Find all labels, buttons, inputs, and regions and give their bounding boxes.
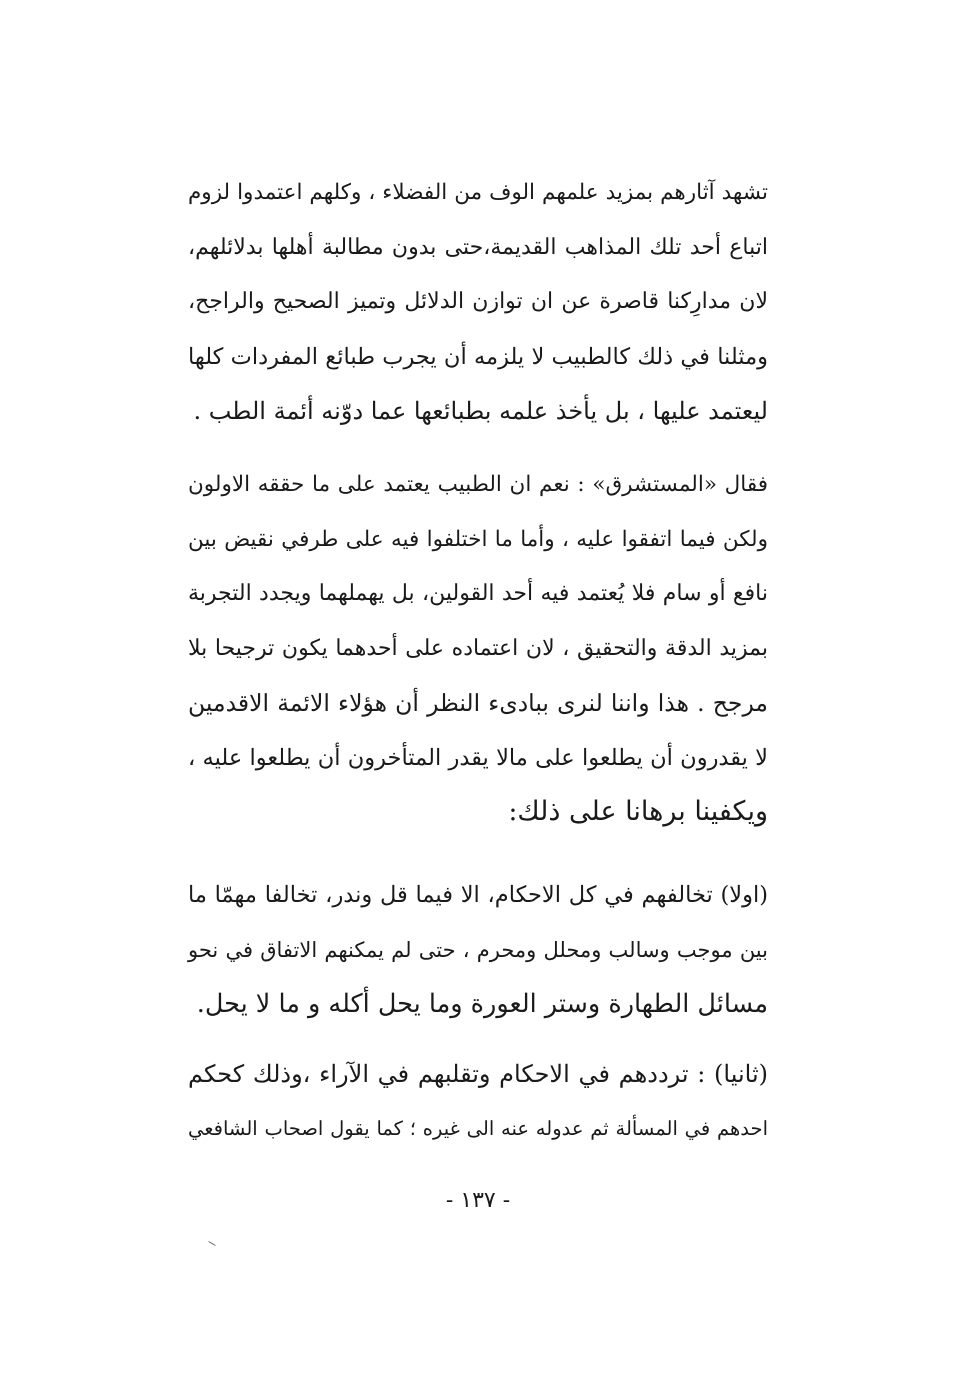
text-line: لا يقدرون أن يطلعوا على مالا يقدر المتأخرون أن يطلعوا عليه ، (188, 744, 768, 771)
text-line: ولكن فيما اتفقوا عليه ، وأما ما اختلفوا فيه على طرفي نقيض بين (188, 526, 768, 552)
text-line: (ثانيا) : ترددهم في الاحكام وتقلبهم في الآراء ،وذلك كحكم (188, 1060, 768, 1088)
text-line: ليعتمد عليها ، بل يأخذ علمه بطبائعها عما دوّنه أئمة الطب . (193, 397, 768, 425)
paragraph-1 (188, 166, 768, 439)
text-line: (اولا) تخالفهم في كل الاحكام، الا فيما قل وندر، تخالفا مهمّا ما (188, 882, 768, 908)
text-line: نافع أو سام فلا يُعتمد فيه أحد القولين، بل يهملهما ويجدد التجربة (188, 581, 768, 606)
text-line: بمزيد الدقة والتحقيق ، لان اعتماده على أحدهما يكون ترجيحا بلا (188, 635, 768, 661)
paragraph-4 (188, 1047, 768, 1156)
text-line: لان مدارِكنا قاصرة عن ان توازن الدلائل وتميز الصحيح والراجح، (188, 289, 768, 314)
text-line: ومثلنا في ذلك كالطبيب لا يلزمه أن يجرب طبائع المفردات كلها (188, 343, 768, 370)
text-line: مرجح . هذا واننا لنرى ببادىء النظر أن هؤلاء الائمة الاقدمين (188, 689, 768, 717)
scan-speck (208, 1241, 215, 1246)
text-line: تشهد آثارهم بمزيد علمهم الوف من الفضلاء ، وكلهم اعتمدوا لزوم (188, 180, 768, 205)
paragraph-3 (188, 868, 768, 1032)
text-line: فقال «المستشرق» : نعم ان الطبيب يعتمد على ما حققه الاولون (188, 472, 768, 497)
paragraph-2 (188, 458, 768, 840)
text-line: اتباع أحد تلك المذاهب القديمة،حتى بدون مطالبة أهلها بدلائلهم، (188, 234, 768, 260)
text-line: ويكفينا برهانا على ذلك: (508, 796, 768, 827)
page-number: - ١٣٧ - (445, 1188, 511, 1213)
text-line: مسائل الطهارة وستر العورة وما يحل أكله و ما لا يحل. (196, 989, 768, 1019)
text-line: احدهم في المسألة ثم عدوله عنه الى غيره ؛ كما يقول اصحاب الشافعي (188, 1116, 768, 1140)
text-line: بين موجب وسالب ومحلل ومحرم ، حتى لم يمكنهم الاتفاق في نحو (188, 937, 768, 962)
